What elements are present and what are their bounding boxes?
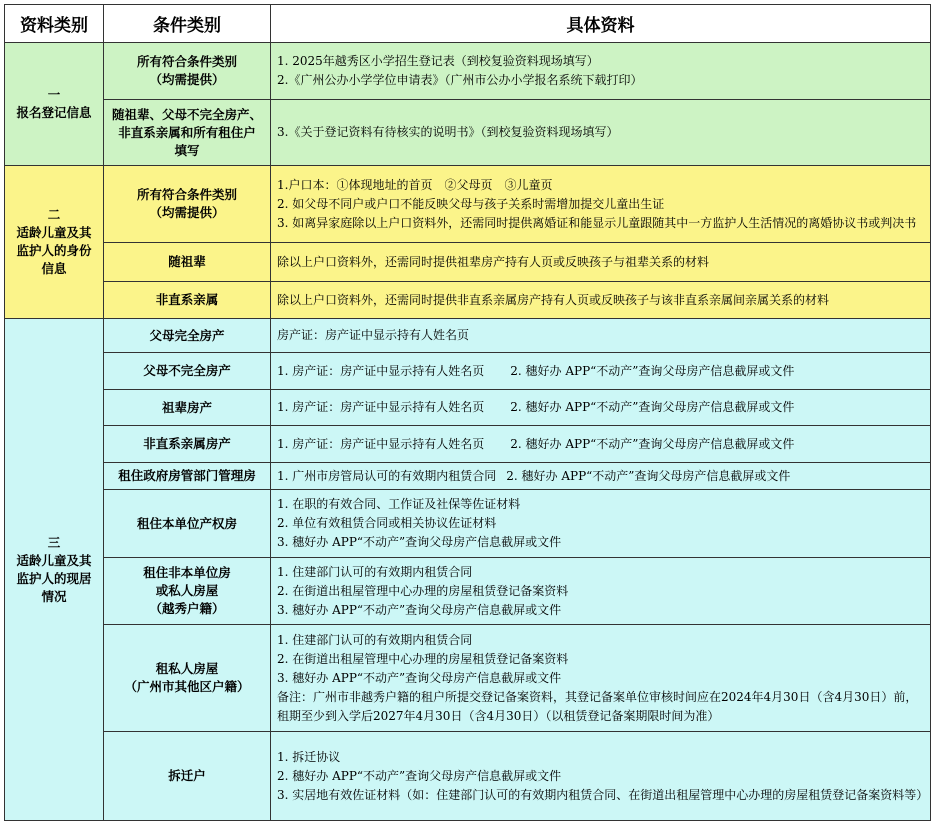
- detail-line: 1. 广州市房管局认可的有效期内租赁合同: [277, 468, 497, 483]
- condition-cell: [104, 43, 271, 100]
- condition-label: 租住政府房管部门管理房: [118, 468, 256, 483]
- detail-line: 3.《关于登记资料有待核实的说明书》（到校复验资料现场填写）: [277, 125, 619, 139]
- table-row: [5, 558, 931, 625]
- category-label: 报名登记信息: [16, 105, 92, 120]
- condition-cell: [104, 426, 271, 463]
- table-row: [5, 490, 931, 558]
- condition-label: 非直系亲属: [155, 292, 219, 307]
- detail-line: 3. 穗好办 APP“不动产”查询父母房产信息截屏或文件: [277, 535, 562, 549]
- detail-line: 1. 住建部门认可的有效期内租赁合同: [277, 564, 473, 579]
- detail-line: 3. 如离异家庭除以上户口资料外，还需同时提供离婚证和能显示儿童跟随其中一方监护人生活情况的离婚协议书或判决书: [277, 215, 917, 230]
- detail-line: 2. 穗好办 APP“不动产”查询父母房产信息截屏或文件: [510, 436, 795, 451]
- category-cell: [5, 319, 104, 821]
- category-number: 三: [47, 534, 61, 550]
- header-row: [5, 5, 931, 43]
- detail-cell: [271, 558, 931, 625]
- detail-line: 1. 拆迁协议: [277, 749, 341, 764]
- table-row: [5, 243, 931, 282]
- condition-label: 非直系亲属房产: [143, 436, 231, 451]
- condition-cell: [104, 100, 271, 166]
- condition-label: （越秀户籍）: [149, 601, 225, 616]
- detail-line: 2. 穗好办 APP“不动产”查询父母房产信息截屏或文件: [506, 468, 791, 483]
- condition-label: 租住本单位产权房: [136, 515, 237, 531]
- detail-line: 3. 穗好办 APP“不动产”查询父母房产信息截屏或文件: [277, 602, 562, 617]
- condition-label: （广州市其他区户籍）: [124, 679, 250, 694]
- detail-line: 除以上户口资料外，还需同时提供非直系亲属房产持有人页或反映孩子与该非直系亲属间亲属关系的材料: [277, 292, 830, 307]
- condition-cell: [104, 390, 271, 426]
- category-label: 信息: [41, 261, 67, 276]
- condition-label: 所有符合条件类别: [136, 187, 237, 202]
- header-condition-category: 条件类别: [104, 5, 271, 43]
- table-row: [5, 100, 931, 166]
- detail-line: 1. 2025年越秀区小学招生登记表（到校复验资料现场填写）: [277, 54, 599, 68]
- condition-cell: [104, 463, 271, 490]
- condition-cell: [104, 353, 271, 390]
- detail-cell: [271, 390, 931, 426]
- detail-cell: [271, 426, 931, 463]
- condition-cell: [104, 732, 271, 821]
- detail-cell: [271, 282, 931, 319]
- category-label: 适龄儿童及其: [16, 552, 92, 568]
- condition-label: （均需提供）: [149, 205, 225, 220]
- detail-line: 2. 单位有效租赁合同或相关协议佐证材料: [277, 516, 497, 530]
- category-label: 情况: [41, 588, 67, 604]
- condition-label: 或私人房屋: [155, 583, 219, 598]
- detail-line: 房产证：房产证中显示持有人姓名页: [277, 328, 470, 342]
- detail-line: 1. 房产证：房产证中显示持有人姓名页: [277, 363, 485, 378]
- table-row: [5, 426, 931, 463]
- detail-line: 2. 穗好办 APP“不动产”查询父母房产信息截屏或文件: [277, 768, 562, 783]
- category-label: 适龄儿童及其: [16, 225, 92, 240]
- table-row: [5, 625, 931, 732]
- condition-cell: [104, 319, 271, 353]
- header-specific-materials: 具体资料: [271, 5, 931, 43]
- detail-line: 2. 穗好办 APP“不动产”查询父母房产信息截屏或文件: [510, 363, 795, 378]
- condition-cell: [104, 282, 271, 319]
- detail-cell: [271, 732, 931, 821]
- detail-line: 3. 实居地有效佐证材料（如：住建部门认可的有效期内租赁合同、在街道出租屋管理中心办理的房屋租赁登记备案资料等）: [277, 787, 929, 802]
- table-row: [5, 732, 931, 821]
- admission-materials-table: [4, 4, 931, 821]
- condition-cell: [104, 166, 271, 243]
- condition-label: 祖辈房产: [161, 399, 212, 415]
- condition-label: 随祖辈、父母不完全房产、: [111, 106, 262, 122]
- category-number: 二: [47, 207, 61, 222]
- condition-label: 父母完全房产: [149, 327, 225, 343]
- condition-label: 非直系亲属和所有租住户: [118, 124, 256, 140]
- detail-line: 1. 房产证：房产证中显示持有人姓名页: [277, 400, 485, 414]
- table-row: [5, 43, 931, 100]
- table-row: [5, 319, 931, 353]
- detail-cell: [271, 166, 931, 243]
- detail-cell: [271, 353, 931, 390]
- table-row: [5, 390, 931, 426]
- condition-label: 所有符合条件类别: [136, 54, 237, 69]
- category-label: 监护人的现居: [16, 570, 92, 586]
- condition-cell: [104, 243, 271, 282]
- detail-line: 1. 房产证：房产证中显示持有人姓名页: [277, 436, 485, 451]
- condition-cell: [104, 558, 271, 625]
- category-label: 监护人的身份: [16, 243, 92, 258]
- detail-line: 2.《广州公办小学学位申请表》（广州市公办小学报名系统下载打印）: [277, 73, 643, 87]
- header-material-category: 资料类别: [5, 5, 104, 43]
- detail-line: 除以上户口资料外，还需同时提供祖辈房产持有人页或反映孩子与祖辈关系的材料: [277, 254, 710, 269]
- detail-line: 2. 如父母不同户或户口不能反映父母与孩子关系时需增加提交儿童出生证: [277, 196, 665, 211]
- detail-line: 2. 在街道出租屋管理中心办理的房屋租赁登记备案资料: [277, 651, 569, 666]
- detail-line: 2. 在街道出租屋管理中心办理的房屋租赁登记备案资料: [277, 583, 569, 598]
- table-row: [5, 353, 931, 390]
- detail-line: 2. 穗好办 APP“不动产”查询父母房产信息截屏或文件: [510, 400, 795, 414]
- category-cell: [5, 166, 104, 319]
- detail-cell: [271, 463, 931, 490]
- detail-cell: [271, 319, 931, 353]
- condition-label: 填写: [174, 142, 200, 158]
- category-cell: [5, 43, 104, 166]
- condition-label: 随祖辈: [168, 254, 206, 269]
- table-row: [5, 282, 931, 319]
- condition-cell: [104, 490, 271, 558]
- detail-line: 1. 在职的有效合同、工作证及社保等佐证材料: [277, 497, 521, 511]
- detail-cell: [271, 625, 931, 732]
- table-row: [5, 463, 931, 490]
- detail-cell: [271, 100, 931, 166]
- category-number: 一: [47, 87, 61, 102]
- detail-note: 备注：广州市非越秀户籍的租户所提交登记备案资料，其登记备案单位审核时间应在2024年4月30日（含4月30日）前，租期至少到入学后2027年4月30日（含4月30日）（以租赁登记备案期限时间为准）: [277, 689, 918, 723]
- detail-cell: [271, 243, 931, 282]
- detail-cell: [271, 490, 931, 558]
- condition-cell: [104, 625, 271, 732]
- detail-cell: [271, 43, 931, 100]
- condition-label: 租住非本单位房: [143, 565, 231, 580]
- condition-label: （均需提供）: [149, 72, 225, 87]
- condition-label: 拆迁户: [168, 768, 206, 783]
- condition-label: 租私人房屋: [155, 661, 219, 676]
- detail-line: 3. 穗好办 APP“不动产”查询父母房产信息截屏或文件: [277, 670, 562, 685]
- detail-line: 1.户口本：①体现地址的首页 ②父母页 ③儿童页: [277, 177, 553, 192]
- table-row: [5, 166, 931, 243]
- condition-label: 父母不完全房产: [143, 363, 231, 378]
- detail-line: 1. 住建部门认可的有效期内租赁合同: [277, 632, 473, 647]
